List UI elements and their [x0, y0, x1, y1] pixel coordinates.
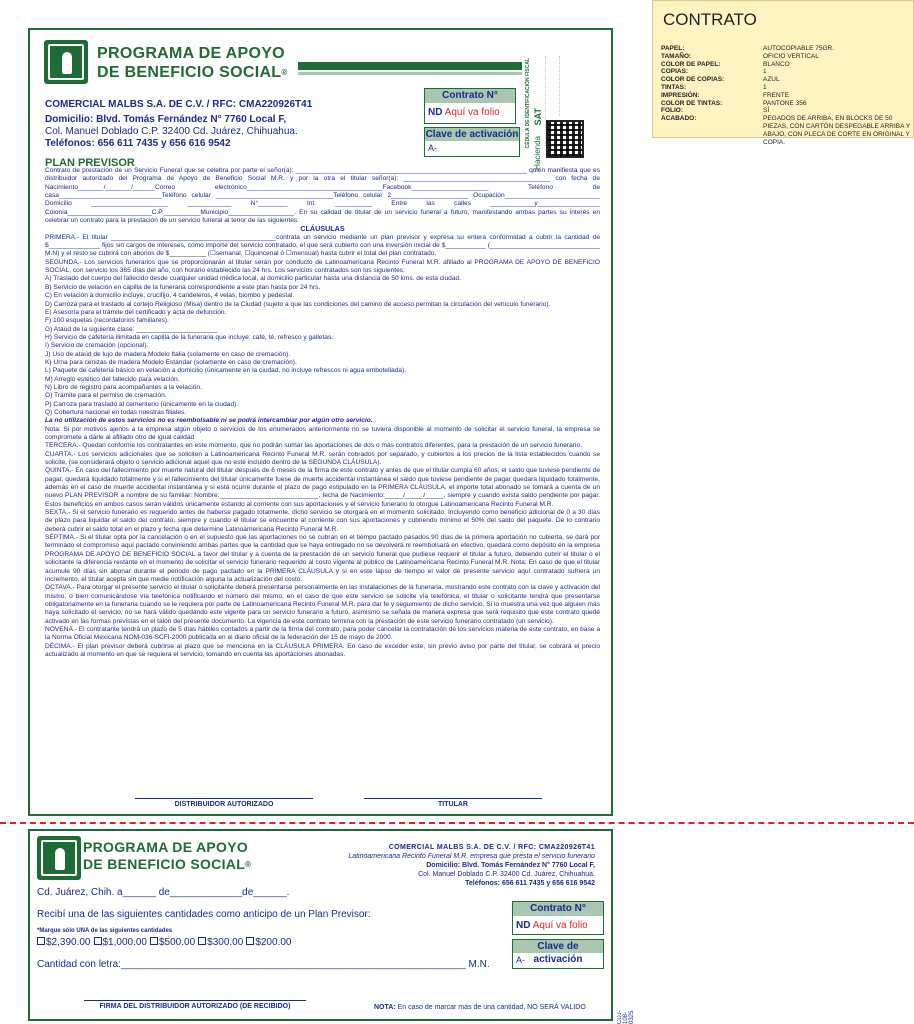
header-bar-light: [298, 72, 522, 75]
cut-line: [0, 822, 914, 824]
service-item: Q) Cobertura nacional en todas nuestras filiales.: [45, 408, 187, 416]
print-spec-sheet: [652, 0, 914, 146]
amount-option[interactable]: $2,390.00: [37, 937, 91, 948]
spec-row: TAMAÑO: OFICIO VERTICAL: [661, 52, 819, 60]
stub-note: NOTA: En caso de marcar más de una cantidad, NO SERÁ VALIDO: [374, 1004, 586, 1011]
spec-row: COLOR DE COPIAS: AZUL: [661, 76, 780, 84]
service-item: F) 100 esquelas (recordatorios familiares).: [45, 317, 169, 325]
stub-contract-number-box: Contrato N° ND Aquí va folio: [512, 901, 604, 935]
activation-key-value: A-: [428, 143, 437, 153]
stub-city-date[interactable]: Cd. Juárez, Chih. a______ de_____________de______.: [37, 887, 290, 898]
checkbox-icon[interactable]: [198, 937, 206, 945]
service-item: I) Servicio de cremación (opcional).: [45, 342, 149, 350]
spec-row: COLOR DE TINTAS: PANTONE 356: [661, 99, 807, 107]
stub-activation-key-box: Clave de activación A-: [512, 939, 604, 969]
checkbox-icon[interactable]: [246, 937, 254, 945]
service-item: C) En velación a domicilio incluye; crucifijo, 4 candeleros, 4 velas, biombo y pedestal.: [45, 292, 295, 300]
service-item: P) Carroza para traslado al cementerio (únicamente en la ciudad).: [45, 400, 239, 408]
service-item: G) Ataúd de la siguiente clase: ______________________: [45, 325, 217, 333]
checkbox-icon[interactable]: [37, 937, 45, 945]
spec-row: ACABADO: PEGADOS DE ARRIBA, EN BLOCKS DE 50 PIEZAS, CON CARTÓN DESPEGABLE ARRIBA Y ABAJO, CON PLECA DE CORTE EN ORIGINAL Y COPIA.: [661, 115, 911, 146]
program-logo-icon: [37, 836, 81, 880]
header-bar: [298, 62, 522, 70]
amount-option[interactable]: $200.00: [246, 937, 291, 948]
service-item: A) Traslado del cuerpo del fallecido desde cualquier unidad médica local, al domicilio particular hasta una distancia de 50 kms. de esta ciudad.: [45, 275, 462, 283]
stub-cantidad-letra[interactable]: Cantidad con letra:______________________________________________________________ M.N.: [37, 959, 490, 970]
service-item: O) Trámite para el permiso de cremación.: [45, 392, 167, 400]
spec-row: COPIAS: 1: [661, 68, 767, 76]
spec-table: [661, 45, 913, 146]
service-item: H) Servicio de cafetería ilimitada en capilla de la funeraria que incluye: café, té, refresco y galletas.: [45, 333, 334, 341]
spec-row: TINTAS: 1: [661, 83, 767, 91]
stub-program-title-line2: DE BENEFICIO SOCIAL®: [83, 856, 252, 872]
stub-recibi: Recibí una de las siguientes cantidades como anticipo de un Plan Previsor:: [37, 909, 371, 920]
hacienda-logo: Hacienda: [533, 136, 542, 170]
service-item: D) Carroza para el traslado al cortejo Religioso (Misa) dentro de la Ciudad (sujeto a que las condiciones del camino de acceso permitan la circulación del vehículo funerario).: [45, 300, 551, 308]
program-logo-icon: [44, 40, 88, 84]
contract-number-box: Contrato N° ND Aquí va folio: [424, 88, 516, 124]
stub-folio-number: Aquí va folio: [532, 920, 588, 931]
program-title-line2: DE BENEFICIO SOCIAL®: [97, 64, 288, 81]
spec-row: FOLIO: SÍ: [661, 107, 770, 115]
spec-row: COLOR DE PAPEL: BLANCO: [661, 60, 790, 68]
spec-row: IMPRESIÓN: FRENTE: [661, 91, 789, 99]
spec-title: CONTRATO: [663, 10, 757, 29]
form-code: CDJ-108-0325: [617, 1010, 635, 1024]
amount-option[interactable]: $300.00: [198, 937, 243, 948]
contract-body: Contrato de prestación de un Servicio Funeral que se celebra por parte el señor(a): _______________________________________________________________ quién manifiesta que es distribuidor autorizado del Programa de Apoyo de Beneficio Social M.R. y por la otra el titular señor(a): ________________________________________ con fecha de Nacimiento_______/_______/______Correo electrónico_____________________________________Facebook_____________________ Teléfono de casa____________________________Teléfono celular ________________________________Teléfono celular 2_____________________ Ocupación__________________________ Domicilio _____________________ ____________ N°________ Int. __________ Entre las calles ____________y_________________ Colonia_______________________C.P.__________Municipio__________________. En su calidad de titular de un servicio funeral a futuro, manifestando ambas partes su interés en celebrar un contrato para la prestación de un servicio funeral al tenor de las siguientes: CLÁUSULAS PRIMERA.- El titular _____________________________________________contrata un servicio mediante un plan previsor y expresa su entera conformidad a cubrir la cantidad de $______________ fijos sin cargos de intereses, como importe del servicio contratado, el que será cubierto con una inversión inicial de $___________ (______________________________ M.N) y el resto se cubrirá con abonos de $__________ (☐semanal, ☐quincenal ó ☐mensual) hasta cubrir el total del plan contratado. SEGUNDA.- Los servicios funerarios que se proporcionarán al titular serán por conducto de Latinoamericana Recinto Funeral M.R. afiliado al PROGRAMA DE APOYO DE BENEFICIO SOCIAL, con servicio los 365 días del año, con horario establecido las 24 hrs. Los servicios contratados son los siguientes: A) Traslado del cuerpo del fallecido desde cualquier unidad médica local, al domicilio particular hasta una distancia de 50 kms. de esta ciudad. B) Servicio de velación en capilla de la funeraria correspondiente a este plan hasta por 24 hrs. C) En velación a domicilio incluye; crucifijo, 4 candeleros, 4 velas, biombo y pedestal. D) Carroza para el traslado al cortejo Religioso (Misa) dentro de la Ciudad (sujeto a que las condiciones del camino de acceso permitan la circulación del vehículo funerario). E) Asesoría para el trámite del certificado y acta de defunción. F) 100 esquelas (recordatorios familiares). G) Ataúd de la siguiente clase: ______________________ H) Servicio de cafetería ilimitada en capilla de la funeraria que incluye: café, té, refresco y galletas. I) Servicio de cremación (opcional). J) Uso de ataúd de lujo de madera Modelo Italia (solamente en caso de cremación). K) Urna para cenizas de madera Modelo Estándar (solamente en caso de cremación). L) Paquete de cafetería básico en velación a domicilio (únicamente en la ciudad, no incluye refrescos ni agua embotellada). M) Arreglo estético del fallecido para velación. N) Libro de registro para acompañantes a la velación. O) Trámite para el permiso de cremación. P) Carroza para traslado al cementerio (únicamente en la ciudad). Q) Cobertura nacional en todas nuestras filiales. La no utilización de estos servicios no es reembolsable ni se podrá intercambiar por algún otro servicio. Nota: Si por motivos ajenos a la empresa algún objeto o servicios de los enumerados anteriormente no se tuviera disponible al momento de solicitar el servicio funeral, la empresa se compromete a darle al afiliado otro de igual calidad TERCERA.- Quedan conforme los contratantes en este momento, que no podrán sumar las aportaciones de dos o más contratos diferentes, para la prestación de un servicio funerario. CUARTA.- Los servicios adicionales que se soliciten a Latinoamericana Recinto Funeral M.R. serán cobrados por separado, y cubiertos a los precios de la lista establecidos cuando se solicite, (se considerará objeto o servicio adicional aquel que no esté incluido dentro de la SEGUNDA CLÁUSULA). QUINTA.- En caso del fallecimiento por muerte natural del titular después de 6 meses de la firma de este contrato y antes de que el titular cumpla 60 años, el saldo que tuviese pendiente de pagar, quedará liquidado totalmente y si el fallecimiento del titular únicamente fuese de muerte accidental instantánea el saldo que tuviese pendiente de pagar quedara liquidado totalmente, además en el caso de muerte accidental instantánea y si está ocurre durante el plazo de pago estipulado en la PRIMERA CLÁUSULA, el importe total abonado se tomará a cuenta de un nuevo PLAN PREVISOR a nombre de su familiar: Nombre:___________________________, fecha de Nacimiento:_____/_____/_____, siempre y cuando exista saldo pendiente por pagar. Estos beneficios en ambos casos serán válidos únicamente estando al corriente con sus aportaciones y el servicio funerario lo otorgue Latinoamericana Recinto Funeral M.R. SEXTA.- Si el servicio funerario es requerido antes de haberse pagado totalmente, dicho servicio se otorgará en el momento solicitado. Incluyendo como beneficio adicional de 0 a 30 días de plazo para liquidar el saldo del contrato, siempre y cuando el titular se encuentre al corriente con sus aportaciones y cubriendo mínimo el 50% del saldo del paquete. De lo contrario deberá cubrir el saldo total en el plazo y fecha que determine Latinoamericana Recinto Funeral M.R. SÉPTIMA.- Si el titular opta por la cancelación o en el supuesto que las aportaciones no se cubran en el tiempo pactado pasados 90 días de la primera aportación no cubierta, se dará por terminado el compromiso aquí pactado conviniendo ambas partes que la cantidad que se haya entregado no se devolverá ni reembolsará en efectivo, quedará como depósito en la empresa PROGRAMA DE APOYO DE BENEFICIO SOCIAL a favor del titular y a cuenta de la prestación de un servicio funeral que pudiese requerir el titular a futuro, debiendo cubrir el titular o el solicitante la diferencia restante en el momento de solicitar el servicio funerario requerido al costo vigente al público de Latinoamericana Recinto Funeral M.R. Nota: En caso de que el titular acumule 90 días sin abonar durante el periodo de pago pactado en la PRIMERA CLÁUSULA y si en este lapso de tiempo el valor de presente servicio aquí contratado sufriera un incremento, el titular acepta sin que medie notificación alguna la actualización del costo. OCTAVA.- Para otorgar el presente servicio el titular o solicitante deberá presentarse personalmente en las instalaciones de la funeraria, mostrando este contrato con la clave y activación del mismo, o bien comunicándose vía telefónica notificando el número del mismo, en el caso de que este servicio se solicite vía telefónica, el titular o solicitante tendrá que presentarse obligatoriamente en la funeraria cuando se le requiera por parte de Latinoamericana Recinto Funeral M.R. para dar fe y seguimiento de dicho servicio. Si lo muestra una vez que alguien más haya solicitado el servicio, no se hará válido quedando este vigente para un servicio funerario a futuro, asimismo se señala de manera expresa que será requisito que este contrato quedé activado en las formas previstas en el talón del presente documento. La vigencia de este contrato termina con la prestación de este servicio funerario contratado (un servicio). NOVENA.- El contratante tendrá un plazo de 5 días hábiles contados a partir de la firma del contrato, para poder cancelar la contratación de los servicios materia de este contrato, en base a la Norma Oficial Mexicana NOM-036-SCFI-2000 publicada en el diario oficial de la federación del 15 de mayo de 2000. DÉCIMA.- El plan previsor deberá cubrirse al plazo que se menciona en la CLÁUSULA PRIMERA. En caso de exceder este, sin previo aviso por parte del titular, se cobrará el precio actualizado al momento en que se requiera el servicio, tomando en cuenta las aportaciones abonadas.: [45, 167, 600, 658]
folio-number: Aquí va folio: [444, 107, 500, 118]
amount-option[interactable]: $1,000.00: [94, 937, 148, 948]
stub-company-info: COMERCIAL MALBS S.A. DE C.V. / RFC: CMA220926T41 Latinoamericana Recinto Funeral M.R. empresa que presta el servicio funerario Domicilio: Blvd. Tomás Fernández N° 7760 Local F, Col. Manuel Doblado C.P. 32400 Cd. Juárez, Chihuahua. Teléfonos: 656 611 7435 y 656 616 9542: [348, 844, 595, 887]
stub-marque: *Marque sólo UNA de las siguientes cantidades: [37, 928, 173, 934]
program-title-line1: PROGRAMA DE APOYO: [97, 45, 285, 62]
service-item: K) Urna para cenizas de madera Modelo Estándar (solamente en caso de cremación).: [45, 358, 297, 366]
stub-signature-distribuidor[interactable]: FIRMA DEL DISTRIBUIDOR AUTORIZADO (DE RECIBIDO): [84, 1000, 306, 1010]
activation-key-box: Clave de activación A-: [424, 127, 520, 157]
service-item: J) Uso de ataúd de lujo de madera Modelo Italia (solamente en caso de cremación).: [45, 350, 291, 358]
amount-option[interactable]: $500.00: [150, 937, 195, 948]
plan-title: PLAN PREVISOR: [45, 157, 135, 169]
stub-program-title-line1: PROGRAMA DE APOYO: [83, 839, 249, 855]
company-address: Domicilio: Blvd. Tomás Fernández N° 7760 Local F, Col. Manuel Doblado C.P. 32400 Cd. Juárez, Chihuahua. Teléfonos: 656 611 7435 y 656 616 9542: [45, 114, 298, 149]
service-item: N) Libro de registro para acompañantes a la velación.: [45, 383, 202, 391]
spec-row: PAPEL: AUTOCOPIABLE 75GR.: [661, 45, 835, 52]
sat-logo: SAT: [533, 108, 543, 126]
service-item: M) Arreglo estético del fallecido para velación.: [45, 375, 180, 383]
signature-titular[interactable]: TITULAR: [364, 798, 542, 808]
checkbox-icon[interactable]: [94, 937, 102, 945]
checkbox-icon[interactable]: [150, 937, 158, 945]
service-item: L) Paquete de cafetería básico en velación a domicilio (únicamente en la ciudad, no incluye refrescos ni agua embotellada).: [45, 367, 407, 375]
company-name: COMERCIAL MALBS S.A. DE C.V. / RFC: CMA220926T41: [45, 99, 313, 110]
service-item: E) Asesoría para el trámite del certificado y acta de defunción.: [45, 308, 227, 316]
service-item: B) Servicio de velación en capilla de la funeraria correspondiente a este plan hasta por 24 hrs.: [45, 283, 321, 291]
signature-distribuidor[interactable]: DISTRIBUIDOR AUTORIZADO: [135, 798, 313, 808]
fiscal-id-card: CÉDULA DE IDENTIFICACIÓN FISCAL SAT Hacienda: [525, 48, 597, 166]
stub-amounts: [37, 937, 294, 948]
qr-code-icon[interactable]: [546, 120, 584, 158]
